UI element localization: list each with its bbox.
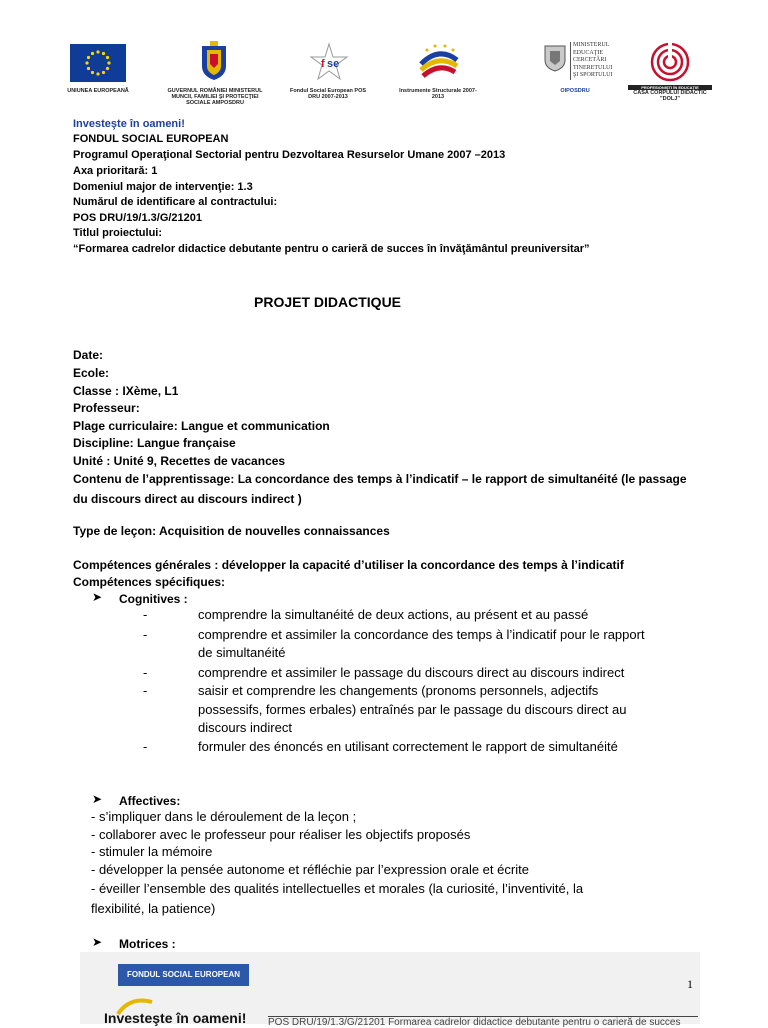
ccd-caption: CASA CORPULUI DIDACTIC "DOLJ" (633, 90, 707, 102)
header-line-program: Programul Operaţional Sectorial pentru Dezvoltarea Resurselor Umane 2007 –2013 (73, 149, 506, 161)
slogan: Investeşte în oameni! (73, 118, 185, 130)
footer-cut-text: POS DRU/19/1.3/G/21201 Formarea cadrelor didactice debutante pentru o carieră de succes (268, 1016, 698, 1028)
header-line-titlul: Titlul proiectului: (73, 227, 163, 239)
ministry-logo (542, 42, 568, 72)
fse-logo (308, 42, 350, 82)
footer-slogan: Investeşte în oameni! (104, 1010, 247, 1026)
field-unite: Unité : Unité 9, Recettes de vacances (73, 454, 286, 468)
page-number: 1 (687, 977, 693, 991)
dash-marker: - (143, 683, 148, 698)
dash-marker: - (143, 739, 148, 754)
eu-caption: UNIUNEA EUROPEANĂ (67, 88, 129, 94)
ccd-logo (648, 40, 692, 84)
affective-item-5: - éveiller l’ensemble des qualités intellectuelles et morales (la curiosité, l’inventivité, la (91, 881, 584, 896)
cognitive-item-1: comprendre la simultanéité de deux actions, au présent et au passé (198, 607, 589, 622)
field-plage: Plage curriculaire: Langue et communication (73, 419, 330, 433)
contenu-line-2: du discours direct au discours indirect ) (73, 492, 302, 506)
arrow-bullet-icon: ➤ (92, 792, 103, 806)
fse-star-icon (308, 42, 350, 82)
header-line-fse: FONDUL SOCIAL EUROPEAN (73, 133, 229, 145)
ccd-small-text: PROFESIONIŞTI ÎN EDUCAŢIE (628, 85, 712, 90)
coat-of-arms-icon (198, 40, 230, 82)
cognitive-item-2b: de simultanéité (198, 645, 286, 660)
competences-specifiques: Compétences spécifiques: (73, 575, 226, 589)
footer-banner: FONDUL SOCIAL EUROPEAN (118, 964, 249, 986)
instrumente-logo (415, 42, 463, 82)
fse-caption: Fondul Social European POS DRU 2007-2013 (289, 88, 367, 100)
arrow-bullet-icon: ➤ (92, 590, 103, 604)
cognitive-item-4a: saisir et comprendre les changements (pronoms personnels, adjectifs (198, 683, 599, 698)
header-line-domeniul: Domeniul major de intervenţie: 1.3 (73, 181, 253, 193)
header-line-numarul: Numărul de identificare al contractului: (73, 196, 278, 208)
instrumente-swirl-icon (415, 42, 463, 82)
affective-item-2: - collaborer avec le professeur pour réaliser les objectifs proposés (91, 827, 471, 842)
cognitive-item-3: comprendre et assimiler le passage du discours direct au discours indirect (198, 665, 625, 680)
affective-item-4: - développer la pensée autonome et réfléchie par l’expression orale et écrite (91, 862, 529, 877)
contenu-line-1: Contenu de l’apprentissage: La concordance des temps à l’indicatif – le rapport de simultanéité (le passage (73, 472, 687, 486)
field-ecole: Ecole: (73, 366, 110, 380)
header-line-project-title: “Formarea cadrelor didactice debutante pentru o carieră de succes în învăţământul preuniversitar” (73, 243, 590, 255)
logo-row (60, 40, 710, 120)
field-professeur: Professeur: (73, 401, 140, 415)
dash-marker: - (143, 607, 148, 622)
field-date: Date: (73, 348, 104, 362)
cognitive-item-2a: comprendre et assimiler la concordance des temps à l’indicatif pour le rapport (198, 627, 645, 642)
dash-marker: - (143, 665, 148, 680)
ccd-spiral-icon (648, 40, 692, 84)
romania-coat-logo (198, 40, 230, 82)
cognitive-item-4b: possessifs, formes erbales) entraînés par le passage du discours direct au (198, 702, 627, 717)
svg-text:se: se (327, 58, 340, 70)
cognitives-label: Cognitives : (119, 592, 188, 606)
eu-flag-logo (70, 44, 126, 82)
instrumente-caption: Instrumente Structurale 2007-2013 (399, 88, 477, 100)
competences-generales: Compétences générales : développer la capacité d’utiliser la concordance des temps à l’indicatif (73, 558, 624, 572)
arrow-bullet-icon: ➤ (92, 935, 103, 949)
affectives-label: Affectives: (119, 794, 181, 808)
cognitive-item-4c: discours indirect (198, 720, 292, 735)
svg-text:f: f (321, 58, 325, 70)
field-classe: Classe : IXème, L1 (73, 384, 179, 398)
affective-item-3: - stimuler la mémoire (91, 844, 213, 859)
ministry-crest-icon (542, 42, 568, 72)
cognitive-item-5: formuler des énoncés en utilisant correctement le rapport de simultanéité (198, 739, 618, 754)
ministry-side-text: MINISTERUL EDUCAŢIE CERCETĂRI TINERETULUI ŞI SPORTULUI (570, 42, 619, 80)
page-title: PROJET DIDACTIQUE (254, 294, 402, 310)
header-line-contract: POS DRU/19/1.3/G/21201 (73, 212, 203, 224)
eu-flag-icon (70, 44, 126, 82)
motrices-label: Motrices : (119, 937, 176, 951)
affective-item-6: flexibilité, la patience) (91, 901, 216, 916)
affective-item-1: - s’impliquer dans le déroulement de la leçon ; (91, 809, 357, 824)
romania-caption: GUVERNUL ROMÂNIEI MINISTERUL MUNCII, FAMILIEI ŞI PROTECŢIEI SOCIALE AMPOSDRU (167, 88, 263, 106)
type-lecon: Type de leçon: Acquisition de nouvelles connaissances (73, 524, 390, 538)
oiposdru-caption: OIPOSDRU (560, 88, 590, 94)
dash-marker: - (143, 627, 148, 642)
field-discipline: Discipline: Langue française (73, 436, 236, 450)
header-line-axa: Axa prioritară: 1 (73, 165, 158, 177)
